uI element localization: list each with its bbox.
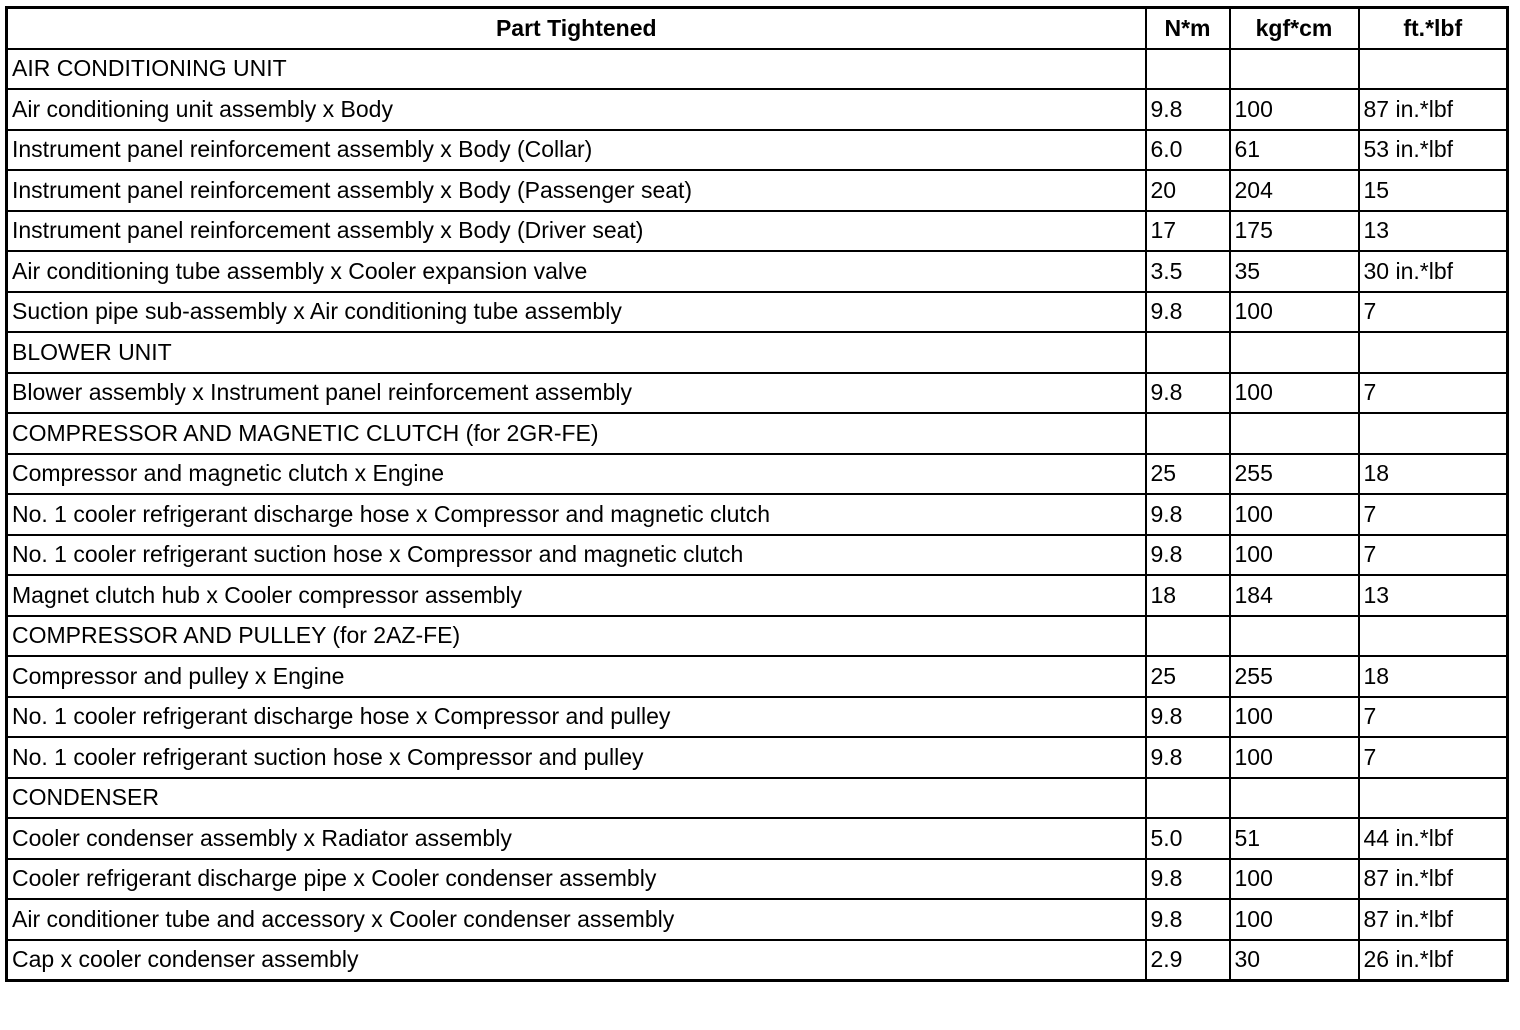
table-row [7, 575, 1508, 616]
kgf-cell: 100 [1230, 373, 1359, 414]
kgf-cell: 30 [1230, 940, 1359, 981]
section-row [7, 778, 1508, 819]
nm-cell: 25 [1146, 454, 1230, 495]
part-cell: Cooler condenser assembly x Radiator assembly [7, 818, 1146, 859]
nm-cell: 9.8 [1146, 373, 1230, 414]
part-cell: Air conditioning tube assembly x Cooler expansion valve [7, 251, 1146, 292]
part-cell: Cooler refrigerant discharge pipe x Cooler condenser assembly [7, 859, 1146, 900]
nm-cell: 9.8 [1146, 535, 1230, 576]
ft-cell: 7 [1359, 737, 1508, 778]
section-row [7, 616, 1508, 657]
nm-cell: 18 [1146, 575, 1230, 616]
ft-cell: 18 [1359, 656, 1508, 697]
part-cell: Cap x cooler condenser assembly [7, 940, 1146, 981]
part-cell: Compressor and pulley x Engine [7, 656, 1146, 697]
table-row [7, 818, 1508, 859]
part-cell: Blower assembly x Instrument panel reinforcement assembly [7, 373, 1146, 414]
ft-cell: 87 in.*lbf [1359, 859, 1508, 900]
kgf-cell: 184 [1230, 575, 1359, 616]
table-row [7, 454, 1508, 495]
part-cell: No. 1 cooler refrigerant suction hose x Compressor and magnetic clutch [7, 535, 1146, 576]
kgf-cell: 100 [1230, 697, 1359, 738]
nm-cell: 17 [1146, 211, 1230, 252]
section-row [7, 332, 1508, 373]
part-cell: No. 1 cooler refrigerant discharge hose x Compressor and pulley [7, 697, 1146, 738]
nm-cell: 9.8 [1146, 899, 1230, 940]
table-row [7, 899, 1508, 940]
nm-cell: 5.0 [1146, 818, 1230, 859]
kgf-cell: 100 [1230, 89, 1359, 130]
kgf-cell: 255 [1230, 454, 1359, 495]
kgf-cell [1230, 49, 1359, 90]
section-row [7, 413, 1508, 454]
ft-cell: 7 [1359, 535, 1508, 576]
nm-cell [1146, 616, 1230, 657]
ft-cell: 44 in.*lbf [1359, 818, 1508, 859]
nm-cell [1146, 413, 1230, 454]
nm-cell: 9.8 [1146, 737, 1230, 778]
nm-cell: 9.8 [1146, 89, 1230, 130]
part-cell: Air conditioning unit assembly x Body [7, 89, 1146, 130]
column-header-newton-meter: N*m [1146, 8, 1230, 49]
table-header [7, 8, 1508, 49]
nm-cell: 6.0 [1146, 130, 1230, 171]
part-cell: Instrument panel reinforcement assembly x Body (Collar) [7, 130, 1146, 171]
nm-cell: 25 [1146, 656, 1230, 697]
nm-cell: 9.8 [1146, 859, 1230, 900]
table-row [7, 656, 1508, 697]
kgf-cell [1230, 616, 1359, 657]
section-row [7, 49, 1508, 90]
part-cell: Suction pipe sub-assembly x Air conditioning tube assembly [7, 292, 1146, 333]
kgf-cell: 100 [1230, 494, 1359, 535]
nm-cell: 2.9 [1146, 940, 1230, 981]
nm-cell [1146, 332, 1230, 373]
part-cell: Instrument panel reinforcement assembly x Body (Driver seat) [7, 211, 1146, 252]
kgf-cell: 204 [1230, 170, 1359, 211]
ft-cell [1359, 413, 1508, 454]
kgf-cell: 100 [1230, 535, 1359, 576]
table-row [7, 373, 1508, 414]
part-cell: Magnet clutch hub x Cooler compressor assembly [7, 575, 1146, 616]
nm-cell: 9.8 [1146, 697, 1230, 738]
part-cell: No. 1 cooler refrigerant suction hose x Compressor and pulley [7, 737, 1146, 778]
kgf-cell: 35 [1230, 251, 1359, 292]
nm-cell: 3.5 [1146, 251, 1230, 292]
kgf-cell: 255 [1230, 656, 1359, 697]
ft-cell: 87 in.*lbf [1359, 899, 1508, 940]
table-row [7, 940, 1508, 981]
ft-cell: 7 [1359, 494, 1508, 535]
part-cell: Compressor and magnetic clutch x Engine [7, 454, 1146, 495]
section-title: CONDENSER [7, 778, 1146, 819]
ft-cell: 13 [1359, 211, 1508, 252]
section-title: BLOWER UNIT [7, 332, 1146, 373]
table-body [7, 49, 1508, 981]
ft-cell [1359, 49, 1508, 90]
table-row [7, 170, 1508, 211]
part-cell: Instrument panel reinforcement assembly x Body (Passenger seat) [7, 170, 1146, 211]
ft-cell: 30 in.*lbf [1359, 251, 1508, 292]
ft-cell: 13 [1359, 575, 1508, 616]
header-row [7, 8, 1508, 49]
kgf-cell [1230, 332, 1359, 373]
kgf-cell [1230, 778, 1359, 819]
kgf-cell: 100 [1230, 899, 1359, 940]
ft-cell [1359, 616, 1508, 657]
ft-cell: 15 [1359, 170, 1508, 211]
table-row [7, 697, 1508, 738]
kgf-cell [1230, 413, 1359, 454]
nm-cell [1146, 49, 1230, 90]
table-row [7, 737, 1508, 778]
table-row [7, 535, 1508, 576]
kgf-cell: 100 [1230, 737, 1359, 778]
ft-cell: 53 in.*lbf [1359, 130, 1508, 171]
ft-cell: 7 [1359, 697, 1508, 738]
part-cell: No. 1 cooler refrigerant discharge hose x Compressor and magnetic clutch [7, 494, 1146, 535]
part-cell: Air conditioner tube and accessory x Cooler condenser assembly [7, 899, 1146, 940]
ft-cell: 7 [1359, 292, 1508, 333]
kgf-cell: 51 [1230, 818, 1359, 859]
ft-cell: 26 in.*lbf [1359, 940, 1508, 981]
table-row [7, 494, 1508, 535]
column-header-kgf-cm: kgf*cm [1230, 8, 1359, 49]
column-header-ft-lbf: ft.*lbf [1359, 8, 1508, 49]
kgf-cell: 61 [1230, 130, 1359, 171]
nm-cell: 9.8 [1146, 292, 1230, 333]
kgf-cell: 100 [1230, 292, 1359, 333]
ft-cell: 7 [1359, 373, 1508, 414]
section-title: COMPRESSOR AND PULLEY (for 2AZ-FE) [7, 616, 1146, 657]
torque-spec-table [5, 6, 1509, 982]
ft-cell: 87 in.*lbf [1359, 89, 1508, 130]
column-header-part-tightened: Part Tightened [7, 8, 1146, 49]
table-row [7, 251, 1508, 292]
nm-cell: 9.8 [1146, 494, 1230, 535]
table-row [7, 130, 1508, 171]
table-row [7, 292, 1508, 333]
nm-cell [1146, 778, 1230, 819]
table-row [7, 859, 1508, 900]
ft-cell [1359, 332, 1508, 373]
kgf-cell: 100 [1230, 859, 1359, 900]
section-title: COMPRESSOR AND MAGNETIC CLUTCH (for 2GR-FE) [7, 413, 1146, 454]
table-row [7, 89, 1508, 130]
table-row [7, 211, 1508, 252]
section-title: AIR CONDITIONING UNIT [7, 49, 1146, 90]
ft-cell [1359, 778, 1508, 819]
nm-cell: 20 [1146, 170, 1230, 211]
ft-cell: 18 [1359, 454, 1508, 495]
kgf-cell: 175 [1230, 211, 1359, 252]
